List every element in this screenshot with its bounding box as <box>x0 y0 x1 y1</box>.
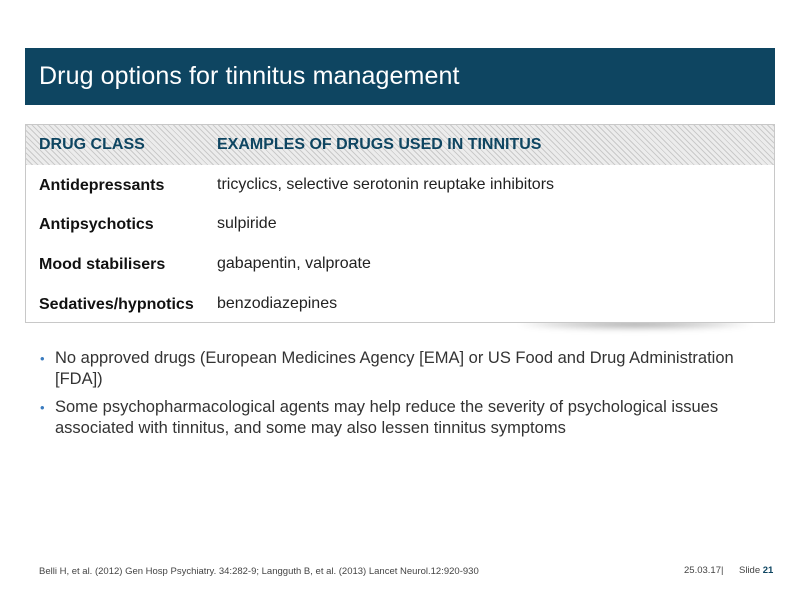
bullet-item <box>39 348 779 390</box>
bullet-item <box>39 397 779 439</box>
examples-cell: gabapentin, valproate <box>217 255 371 272</box>
examples-cell: sulpiride <box>217 215 277 232</box>
footer-reference: Belli H, et al. (2012) Gen Hosp Psychiatry. 34:282-9; Langguth B, et al. (2013) Lancet Neurol.12:920-930 <box>39 566 479 577</box>
drug-class-cell: Antidepressants <box>39 176 165 194</box>
table-row <box>26 205 774 243</box>
drug-class-cell: Sedatives/hypnotics <box>39 295 194 313</box>
slide-number: 21 <box>762 565 774 576</box>
bullet-list <box>39 348 779 446</box>
footer-date: 25.03.17| <box>684 565 724 576</box>
examples-cell: benzodiazepines <box>217 295 338 312</box>
slide-title: Drug options for tinnitus management <box>39 62 460 90</box>
slide-label: Slide <box>739 565 761 576</box>
title-bar <box>25 48 775 105</box>
header-drug-class: DRUG CLASS <box>39 136 145 153</box>
table-header-row <box>26 125 774 165</box>
examples-cell: tricyclics, selective serotonin reuptake inhibitors <box>217 176 555 193</box>
bullet-dot-icon: • <box>40 351 45 366</box>
table-row <box>26 285 774 323</box>
drug-table <box>25 124 775 323</box>
bullet-dot-icon: • <box>40 400 45 415</box>
footer-slide-number <box>739 565 773 576</box>
table-row <box>26 165 774 205</box>
drug-class-cell: Antipsychotics <box>39 215 154 233</box>
bullet-text: Some psychopharmacological agents may help reduce the severity of psychological issues associated with tinnitus, and some may also lessen tinnitus symptoms <box>55 398 719 437</box>
table-row <box>26 243 774 285</box>
drug-class-cell: Mood stabilisers <box>39 255 166 273</box>
header-examples: EXAMPLES OF DRUGS USED IN TINNITUS <box>217 136 542 153</box>
bullet-text: No approved drugs (European Medicines Agency [EMA] or US Food and Drug Administration [FDA]) <box>55 349 734 388</box>
